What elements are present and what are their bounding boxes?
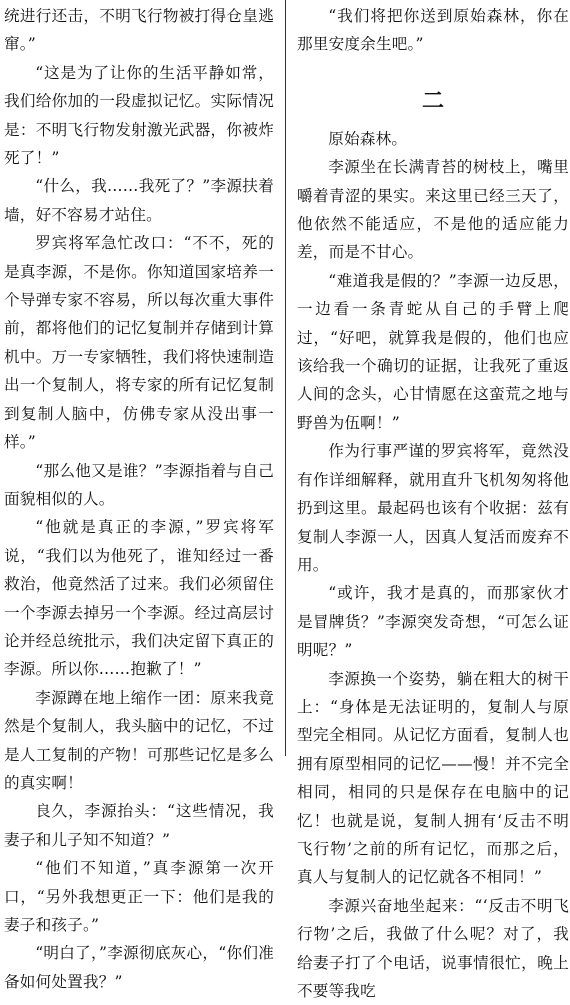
column-divider (285, 0, 286, 756)
section-number: 二 (421, 87, 444, 114)
paragraph: 罗宾将军急忙改口：“不不，死的是真李源，不是你。你知道国家培养一个导弹专家不容易，所以每次重大事件前，都将他们的记忆复制并存储到计算机中。万一专家牺牲，我们将快速制造出一个复制人，将专家的所有记忆复制到复制人脑中，仿佛专家从没出事一样。” (4, 234, 274, 452)
right-column (297, 0, 569, 1000)
paragraph: “难道我是假的？”李源一边反思，一边看一条青蛇从自己的手臂上爬过，“好吧，就算我是假的，他们也应该给我一个确切的证据，让我死了重返人间的念头，心甘情愿在这蛮荒之地与野兽为伍啊！” (297, 271, 569, 432)
paragraph: 李源蹲在地上缩作一团：原来我竟然是个复制人，我头脑中的记忆，不过是人工复制的产物！可那些记忆是多么的真实啊！ (4, 688, 274, 792)
paragraph: “他就是真正的李源，”罗宾将军说，“我们以为他死了，谁知经过一番救治，他竟然活了过来。我们必须留住一个李源去掉另一个李源。经过高层讨论并经总统批示，我们决定留下真正的李源。所以你……抱歉了！” (4, 518, 274, 679)
paragraph: 李源兴奋地坐起来：“‘反击不明飞行物’之后，我做了什么呢？对了，我给妻子打了个电话，说事情很忙，晚上不要等我吃 (297, 896, 569, 1000)
paragraph: 统进行还击，不明飞行物被打得仓皇逃窜。” (4, 7, 274, 54)
paragraph: “我们将把你送到原始森林，你在那里安度余生吧。” (297, 7, 569, 54)
paragraph: 原始森林。 (328, 129, 408, 148)
paragraph: 作为行事严谨的罗宾将军，竟然没有作详细解释，就用直升飞机匆匆将他扔到这里。最起码也该有个收据：兹有复制人李源一人，因真人复活而废弃不用。 (297, 442, 569, 574)
paragraph: “明白了，”李源彻底灰心，“你们准备如何处置我？” (4, 944, 274, 991)
paragraph: “他们不知道，”真李源第一次开口，“另外我想更正一下：他们是我的妻子和孩子。” (4, 859, 274, 934)
paragraph: 李源换一个姿势，躺在粗大的树干上：“身体是无法证明的，复制人与原型完全相同。从记忆方面看，复制人也拥有原型相同的记忆——慢！并不完全相同，相同的只是保存在电脑中的记忆！也就是说，复制人拥有‘反击不明飞行物’之前的所有记忆，而那之后，真人与复制人的记忆就各不相同！” (297, 669, 569, 887)
paragraph: 李源坐在长满青苔的树枝上，嘴里嚼着青涩的果实。来这里已经三天了，他依然不能适应，不是他的适应能力差，而是不甘心。 (297, 158, 569, 262)
paragraph: 良久，李源抬头：“这些情况，我妻子和儿子知不知道？” (4, 802, 274, 849)
paragraph: “什么，我……我死了？”李源扶着墙，好不容易才站住。 (4, 177, 274, 224)
paragraph: “那么他又是谁？”李源指着与自己面貌相似的人。 (4, 461, 274, 508)
paragraph: “这是为了让你的生活平静如常，我们给你加的一段虚拟记忆。实际情况是：不明飞行物发射激光武器，你被炸死了！” (4, 63, 274, 168)
left-column (4, 0, 274, 991)
paragraph: “或许，我才是真的，而那家伙才是冒牌货？”李源突发奇想，“可怎么证明呢？” (297, 584, 569, 660)
